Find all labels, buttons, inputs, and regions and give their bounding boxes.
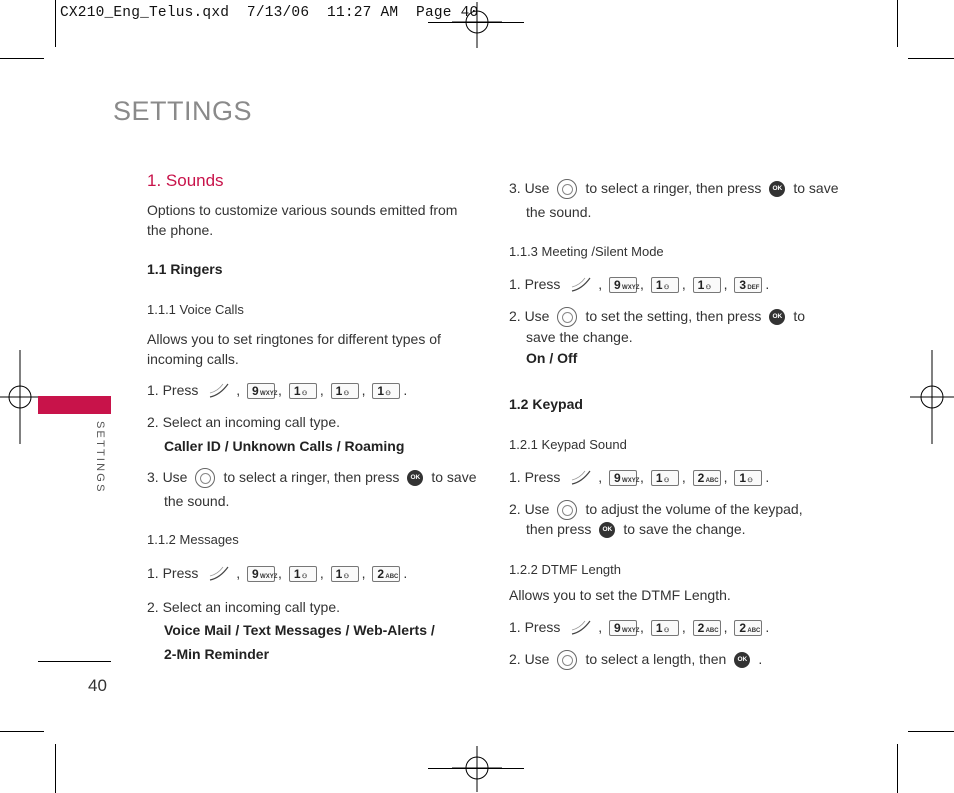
- key-digit: 1: [293, 384, 301, 399]
- sep: ,: [681, 276, 686, 292]
- key-digit: 1: [335, 384, 343, 399]
- sep: ,: [723, 276, 728, 292]
- key-letters: ABC: [385, 574, 399, 581]
- nav-key-icon: [557, 500, 577, 520]
- key-digit: 1: [293, 567, 301, 582]
- sep: ,: [598, 619, 603, 635]
- key-digit: 3: [739, 278, 747, 293]
- option-list: Voice Mail / Text Messages / Web-Alerts /: [164, 622, 435, 638]
- key-letters: ⚇: [385, 391, 391, 398]
- key-letters: WXYZ: [622, 628, 640, 635]
- key-digit: 1: [655, 278, 663, 293]
- key-digit: 9: [614, 471, 621, 486]
- key-1-icon: [331, 383, 359, 399]
- sep: ,: [640, 619, 644, 635]
- key-letters: WXYZ: [622, 285, 640, 292]
- step-press-dtmf: [509, 618, 769, 638]
- step-text: to select a ringer, then press: [585, 180, 762, 196]
- intro-text: Options to customize various sounds emitted from: [147, 202, 458, 218]
- key-1-icon: [289, 566, 317, 582]
- key-digit: 1: [655, 621, 663, 636]
- sep: ,: [361, 382, 366, 398]
- step-press-keypad-sound: [509, 468, 769, 488]
- step-press-messages: [147, 564, 407, 584]
- intro-text: the phone.: [147, 222, 214, 238]
- step-use-nav: [509, 650, 762, 670]
- end: .: [403, 382, 408, 398]
- step-text: 3. Use: [509, 180, 550, 196]
- heading-keypad-sound: 1.2.1 Keypad Sound: [509, 437, 627, 452]
- key-digit: 1: [739, 471, 747, 486]
- key-2-icon: [372, 566, 400, 582]
- key-letters: ⚇: [301, 574, 308, 581]
- registration-mark-icon: [452, 746, 502, 792]
- option-list: On / Off: [526, 350, 578, 366]
- sep: ,: [640, 469, 644, 485]
- step-text: 2. Select an incoming call type.: [147, 599, 340, 615]
- end: .: [765, 276, 770, 292]
- end: .: [765, 619, 770, 635]
- sep: ,: [319, 565, 324, 581]
- crop-mark: [897, 0, 898, 47]
- key-1-icon: [651, 470, 679, 486]
- key-digit: 2: [739, 621, 747, 636]
- heading-voice-calls: 1.1.1 Voice Calls: [147, 302, 244, 317]
- print-slug: CX210_Eng_Telus.qxd 7/13/06 11:27 AM Page 40: [60, 5, 479, 21]
- crop-mark: [908, 58, 954, 59]
- key-2-icon: [693, 470, 721, 486]
- step-text: 1. Press: [147, 565, 199, 581]
- key-9-icon: [609, 470, 640, 486]
- key-letters: ⚇: [663, 478, 670, 485]
- key-digit: 9: [252, 567, 259, 582]
- key-letters: DEF: [747, 285, 760, 292]
- key-1-icon: [289, 383, 317, 399]
- sep: ,: [236, 382, 241, 398]
- step-text: 3. Use: [147, 469, 188, 485]
- step-use-nav: [147, 468, 476, 488]
- key-letters: ⚇: [343, 391, 349, 398]
- key-3-icon: [734, 277, 762, 293]
- option-list: 2-Min Reminder: [164, 646, 270, 662]
- key-1-icon: [693, 277, 721, 293]
- step-text: 1. Press: [509, 619, 561, 635]
- page-number-rule: [38, 661, 111, 662]
- key-digit: 1: [335, 567, 343, 582]
- key-letters: ⚇: [663, 628, 670, 635]
- key-digit: 2: [697, 621, 705, 636]
- send-key-icon: [568, 618, 594, 638]
- key-1-icon: [651, 277, 679, 293]
- key-1-icon: [734, 470, 762, 486]
- key-1-icon: [331, 566, 359, 582]
- ok-key-icon: OK: [407, 470, 423, 486]
- step-press-voice-calls: [147, 381, 407, 401]
- step-text: 1. Press: [509, 469, 561, 485]
- end: .: [403, 565, 408, 581]
- step-text: to save: [793, 180, 839, 196]
- ok-key-icon: OK: [734, 652, 750, 668]
- send-key-icon: [206, 564, 232, 584]
- key-letters: ABC: [705, 628, 719, 635]
- heading-messages: 1.1.2 Messages: [147, 532, 239, 547]
- key-digit: 9: [614, 278, 621, 293]
- step-press-meeting: [509, 275, 769, 295]
- sep: ,: [681, 469, 686, 485]
- crop-mark: [428, 768, 524, 769]
- key-digit: 1: [655, 471, 663, 486]
- step-text: 1. Press: [147, 382, 199, 398]
- registration-mark-icon: [910, 350, 954, 444]
- heading-dtmf-length: 1.2.2 DTMF Length: [509, 562, 621, 577]
- step-text: to adjust the volume of the keypad,: [585, 501, 803, 517]
- end: .: [765, 469, 770, 485]
- crop-mark: [0, 58, 44, 59]
- step-use-nav: [509, 307, 805, 327]
- sep: ,: [598, 469, 603, 485]
- key-letters: WXYZ: [260, 391, 278, 398]
- side-tab-label: SETTINGS: [94, 421, 106, 494]
- sep: ,: [598, 276, 603, 292]
- step-text: the sound.: [164, 493, 230, 509]
- step-use-nav: [509, 179, 838, 199]
- sep: ,: [319, 382, 324, 398]
- send-key-icon: [568, 275, 594, 295]
- send-key-icon: [568, 468, 594, 488]
- key-letters: ⚇: [663, 285, 670, 292]
- sep: ,: [723, 469, 728, 485]
- key-2-icon: [693, 620, 721, 636]
- key-9-icon: [609, 277, 640, 293]
- sep: ,: [640, 276, 644, 292]
- step-text: 2. Use: [509, 308, 550, 324]
- heading-keypad: 1.2 Keypad: [509, 396, 583, 412]
- crop-mark: [55, 744, 56, 793]
- sep: ,: [278, 382, 282, 398]
- step-text: to select a length, then: [585, 651, 727, 667]
- step-text: save the change.: [526, 329, 633, 345]
- step-text: to select a ringer, then press: [223, 469, 400, 485]
- section-heading-sounds: 1. Sounds: [147, 171, 224, 190]
- body-text: Allows you to set ringtones for different types of: [147, 331, 441, 347]
- key-letters: ⚇: [343, 574, 349, 581]
- crop-mark: [897, 744, 898, 793]
- page-title: SETTINGS: [113, 96, 253, 126]
- step-text: to: [793, 308, 806, 324]
- sep: ,: [723, 619, 728, 635]
- sep: ,: [361, 565, 366, 581]
- step-then-press: [509, 520, 746, 538]
- key-digit: 2: [377, 567, 385, 582]
- side-tab-bar: [38, 396, 111, 414]
- nav-key-icon: [557, 179, 577, 199]
- heading-meeting-mode: 1.1.3 Meeting /Silent Mode: [509, 244, 664, 259]
- step-text: then press: [526, 521, 592, 537]
- step-text: to save the change.: [623, 521, 746, 537]
- key-digit: 9: [614, 621, 621, 636]
- option-list: Caller ID / Unknown Calls / Roaming: [164, 438, 405, 454]
- key-letters: ⚇: [705, 285, 711, 292]
- page-number: 40: [88, 676, 107, 695]
- crop-mark: [908, 731, 954, 732]
- ok-key-icon: OK: [769, 181, 785, 197]
- key-9-icon: [609, 620, 640, 636]
- step-text: 2. Use: [509, 501, 550, 517]
- end: .: [758, 651, 763, 667]
- step-text: to set the setting, then press: [585, 308, 762, 324]
- key-digit: 9: [252, 384, 259, 399]
- send-key-icon: [206, 381, 232, 401]
- key-digit: 1: [697, 278, 705, 293]
- crop-mark: [428, 22, 524, 23]
- nav-key-icon: [557, 650, 577, 670]
- step-use-nav: [509, 500, 803, 520]
- body-text: Allows you to set the DTMF Length.: [509, 587, 731, 603]
- step-text: 2. Select an incoming call type.: [147, 414, 340, 430]
- key-letters: ABC: [747, 628, 761, 635]
- key-letters: ABC: [705, 478, 719, 485]
- key-1-icon: [651, 620, 679, 636]
- step-text: 1. Press: [509, 276, 561, 292]
- step-text: to save: [431, 469, 477, 485]
- key-letters: ⚇: [301, 391, 308, 398]
- step-text: 2. Use: [509, 651, 550, 667]
- key-2-icon: [734, 620, 762, 636]
- key-9-icon: [247, 383, 278, 399]
- crop-mark: [55, 0, 56, 47]
- key-9-icon: [247, 566, 278, 582]
- sep: ,: [278, 565, 282, 581]
- nav-key-icon: [557, 307, 577, 327]
- key-1-icon: [372, 383, 400, 399]
- key-letters: ⚇: [747, 478, 753, 485]
- heading-ringers: 1.1 Ringers: [147, 261, 223, 277]
- key-letters: WXYZ: [260, 574, 278, 581]
- registration-mark-icon: [0, 350, 40, 444]
- body-text: incoming calls.: [147, 351, 239, 367]
- step-text: the sound.: [526, 204, 592, 220]
- key-digit: 2: [697, 471, 705, 486]
- ok-key-icon: OK: [599, 522, 615, 538]
- crop-mark: [0, 731, 44, 732]
- key-letters: WXYZ: [622, 478, 640, 485]
- nav-key-icon: [195, 468, 215, 488]
- ok-key-icon: OK: [769, 309, 785, 325]
- sep: ,: [681, 619, 686, 635]
- key-digit: 1: [377, 384, 385, 399]
- sep: ,: [236, 565, 241, 581]
